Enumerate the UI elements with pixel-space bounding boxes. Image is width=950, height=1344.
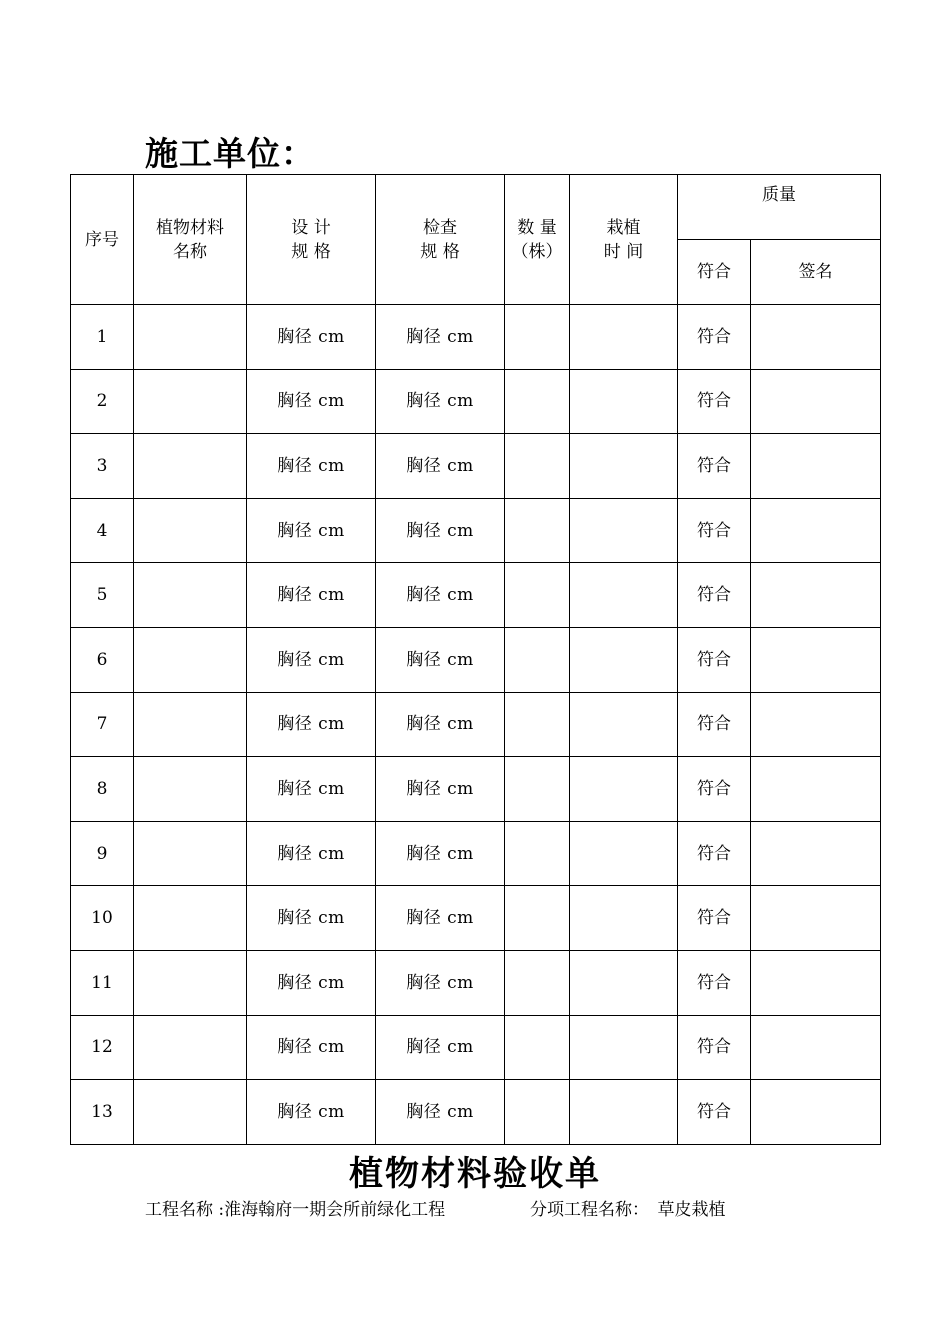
row-plant-time <box>570 305 678 370</box>
row-no: 12 <box>71 1015 134 1080</box>
table-row <box>71 305 881 370</box>
row-plant-name <box>134 886 247 951</box>
row-check-spec: 胸径 cm <box>376 1080 505 1145</box>
row-sign <box>751 563 881 628</box>
row-plant-name <box>134 1015 247 1080</box>
row-check-spec: 胸径 cm <box>376 305 505 370</box>
row-plant-time <box>570 498 678 563</box>
row-design-spec: 胸径 cm <box>247 563 376 628</box>
row-check-spec: 胸径 cm <box>376 1015 505 1080</box>
row-design-spec: 胸径 cm <box>247 692 376 757</box>
table-row <box>71 498 881 563</box>
row-design-spec: 胸径 cm <box>247 821 376 886</box>
table-row <box>71 1015 881 1080</box>
row-conform: 符合 <box>678 369 751 434</box>
row-no: 10 <box>71 886 134 951</box>
row-sign <box>751 434 881 499</box>
header-sign: 签名 <box>751 240 881 305</box>
construction-unit-label: 施工单位： <box>145 134 315 173</box>
row-design-spec: 胸径 cm <box>247 434 376 499</box>
row-plant-time <box>570 821 678 886</box>
row-plant-name <box>134 821 247 886</box>
row-no: 6 <box>71 627 134 692</box>
acceptance-table <box>70 174 881 1145</box>
row-conform: 符合 <box>678 563 751 628</box>
row-no: 4 <box>71 498 134 563</box>
row-plant-time <box>570 1015 678 1080</box>
header-conform: 符合 <box>678 240 751 305</box>
row-no: 1 <box>71 305 134 370</box>
row-no: 2 <box>71 369 134 434</box>
row-quantity <box>505 498 570 563</box>
row-plant-name <box>134 305 247 370</box>
table-row <box>71 821 881 886</box>
row-check-spec: 胸径 cm <box>376 498 505 563</box>
row-conform: 符合 <box>678 305 751 370</box>
row-conform: 符合 <box>678 692 751 757</box>
row-conform: 符合 <box>678 498 751 563</box>
row-quantity <box>505 950 570 1015</box>
header-plant-name: 植物材料 名称 <box>134 175 247 305</box>
row-no: 5 <box>71 563 134 628</box>
row-conform: 符合 <box>678 821 751 886</box>
row-check-spec: 胸径 cm <box>376 757 505 822</box>
row-design-spec: 胸径 cm <box>247 305 376 370</box>
row-design-spec: 胸径 cm <box>247 950 376 1015</box>
row-plant-time <box>570 886 678 951</box>
row-conform: 符合 <box>678 627 751 692</box>
table-row <box>71 886 881 951</box>
row-plant-name <box>134 692 247 757</box>
row-plant-time <box>570 757 678 822</box>
header-design-spec: 设 计 规 格 <box>247 175 376 305</box>
row-design-spec: 胸径 cm <box>247 757 376 822</box>
row-conform: 符合 <box>678 950 751 1015</box>
row-design-spec: 胸径 cm <box>247 1015 376 1080</box>
row-quantity <box>505 1015 570 1080</box>
table-row <box>71 434 881 499</box>
row-design-spec: 胸径 cm <box>247 627 376 692</box>
row-plant-time <box>570 1080 678 1145</box>
row-plant-time <box>570 950 678 1015</box>
row-conform: 符合 <box>678 1015 751 1080</box>
row-plant-name <box>134 950 247 1015</box>
row-no: 9 <box>71 821 134 886</box>
row-no: 7 <box>71 692 134 757</box>
table-row <box>71 950 881 1015</box>
row-check-spec: 胸径 cm <box>376 369 505 434</box>
project-name: 工程名称 :淮海翰府一期会所前绿化工程 <box>145 1200 446 1220</box>
row-plant-name <box>134 498 247 563</box>
row-quantity <box>505 821 570 886</box>
row-conform: 符合 <box>678 1080 751 1145</box>
row-plant-name <box>134 369 247 434</box>
row-quantity <box>505 305 570 370</box>
row-plant-name <box>134 757 247 822</box>
row-plant-name <box>134 434 247 499</box>
row-sign <box>751 821 881 886</box>
row-no: 3 <box>71 434 134 499</box>
row-conform: 符合 <box>678 886 751 951</box>
header-check-spec: 检查 规 格 <box>376 175 505 305</box>
row-sign <box>751 757 881 822</box>
row-sign <box>751 1015 881 1080</box>
row-check-spec: 胸径 cm <box>376 692 505 757</box>
row-quantity <box>505 434 570 499</box>
row-sign <box>751 498 881 563</box>
table-row <box>71 369 881 434</box>
table-row <box>71 627 881 692</box>
row-quantity <box>505 563 570 628</box>
document-title: 植物材料验收单 <box>349 1154 601 1194</box>
row-quantity <box>505 1080 570 1145</box>
row-sign <box>751 627 881 692</box>
row-design-spec: 胸径 cm <box>247 498 376 563</box>
row-sign <box>751 950 881 1015</box>
row-no: 13 <box>71 1080 134 1145</box>
row-design-spec: 胸径 cm <box>247 886 376 951</box>
row-conform: 符合 <box>678 757 751 822</box>
row-quantity <box>505 757 570 822</box>
row-sign <box>751 1080 881 1145</box>
header-quality: 质量 <box>678 175 881 240</box>
table-row <box>71 1080 881 1145</box>
row-conform: 符合 <box>678 434 751 499</box>
row-no: 8 <box>71 757 134 822</box>
row-quantity <box>505 627 570 692</box>
table-row <box>71 757 881 822</box>
row-plant-time <box>570 563 678 628</box>
header-quantity: 数 量 （株） <box>505 175 570 305</box>
row-sign <box>751 369 881 434</box>
subproject-name: 分项工程名称： 草皮栽植 <box>530 1200 726 1220</box>
row-quantity <box>505 886 570 951</box>
row-sign <box>751 886 881 951</box>
row-check-spec: 胸径 cm <box>376 821 505 886</box>
header-no: 序号 <box>71 175 134 305</box>
table-row <box>71 563 881 628</box>
row-sign <box>751 305 881 370</box>
row-plant-name <box>134 1080 247 1145</box>
row-check-spec: 胸径 cm <box>376 950 505 1015</box>
row-check-spec: 胸径 cm <box>376 886 505 951</box>
row-check-spec: 胸径 cm <box>376 434 505 499</box>
row-plant-time <box>570 692 678 757</box>
row-design-spec: 胸径 cm <box>247 369 376 434</box>
row-check-spec: 胸径 cm <box>376 627 505 692</box>
row-design-spec: 胸径 cm <box>247 1080 376 1145</box>
row-plant-name <box>134 563 247 628</box>
row-quantity <box>505 369 570 434</box>
row-quantity <box>505 692 570 757</box>
table-row <box>71 692 881 757</box>
header-plant-time: 栽植 时 间 <box>570 175 678 305</box>
row-plant-time <box>570 627 678 692</box>
row-check-spec: 胸径 cm <box>376 563 505 628</box>
row-plant-time <box>570 434 678 499</box>
row-plant-time <box>570 369 678 434</box>
row-sign <box>751 692 881 757</box>
row-no: 11 <box>71 950 134 1015</box>
row-plant-name <box>134 627 247 692</box>
